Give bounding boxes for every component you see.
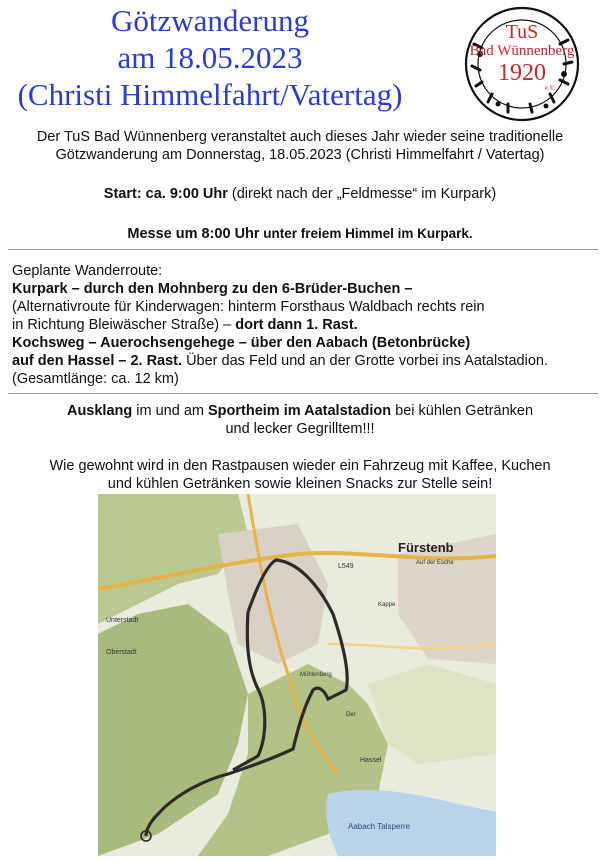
route-line-2: (Alternativroute für Kinderwagen: hinterm Forsthaus Waldbach rechts rein: [12, 299, 485, 315]
club-logo: [450, 4, 594, 124]
divider-1: [8, 249, 598, 250]
messe-note: unter freiem Himmel im Kurpark.: [259, 226, 473, 241]
ausklang-place: Sportheim im Aatalstadion: [207, 403, 392, 419]
title-line-3: (Christi Himmelfahrt/Vatertag): [17, 77, 403, 112]
logo-town: Bad Wünnenberg: [469, 43, 575, 59]
rast-paragraph: [0, 457, 600, 493]
logo-year: 1920: [498, 60, 546, 86]
route-section: [12, 262, 597, 388]
route-line-5-text: Über das Feld und an der Grotte vorbei ins Aatalstadion.: [182, 353, 548, 369]
page-title: [0, 2, 420, 113]
route-line-5-rast: auf den Hassel – 2. Rast.: [12, 353, 183, 369]
ausklang-line-2: und lecker Gegrilltem!!!: [225, 421, 375, 437]
route-line-1: Kurpark – durch den Mohnberg zu den 6-Brüder-Buchen –: [12, 281, 413, 297]
map-label-esche: Auf der Esche: [416, 560, 454, 566]
divider-2: [8, 393, 598, 394]
map-label-road: L549: [338, 563, 354, 570]
route-line-4: Kochsweg – Auerochsengehege – über den Aabach (Betonbrücke): [12, 335, 471, 351]
title-line-2: am 18.05.2023: [117, 40, 303, 75]
ausklang-text-2: bei kühlen Getränken: [391, 403, 534, 419]
route-line-3-rast: dort dann 1. Rast.: [235, 317, 358, 333]
map-label-town: Fürstenb: [398, 540, 454, 555]
intro-line-1: Der TuS Bad Wünnenberg veranstaltet auch dieses Jahr wieder seine traditionelle: [36, 129, 564, 145]
rast-line-2: und kühlen Getränken sowie kleinen Snacks zur Stelle sein!: [107, 476, 493, 492]
messe-time: Messe um 8:00 Uhr: [127, 226, 260, 242]
ausklang-text-1: im und am: [132, 403, 208, 419]
route-line-6: (Gesamtlänge: ca. 12 km): [12, 371, 179, 387]
start-time: Start: ca. 9:00 Uhr: [103, 186, 228, 202]
intro-line-2: Götzwanderung am Donnerstag, 18.05.2023 (Christi Himmelfahrt / Vatertag): [55, 147, 545, 163]
logo-name: TuS: [505, 21, 539, 43]
title-line-1: Götzwanderung: [111, 3, 309, 38]
map-label-unterstadt: Unterstadt: [106, 617, 139, 624]
route-map: [98, 494, 496, 856]
route-line-3-text: in Richtung Bleiwäscher Straße) –: [12, 317, 236, 333]
start-line: [0, 186, 600, 202]
ausklang-label: Ausklang: [66, 403, 133, 419]
map-label-der: Der: [346, 712, 356, 718]
map-label-kappe: Kappe: [378, 602, 396, 608]
map-label-oberstadt: Oberstadt: [106, 649, 137, 656]
map-label-aabach: Aabach Talsperre: [348, 822, 411, 831]
map-label-muhlenberg: Mühlenberg: [300, 672, 332, 678]
intro-paragraph: [0, 128, 600, 164]
rast-line-1: Wie gewohnt wird in den Rastpausen wieder ein Fahrzeug mit Kaffee, Kuchen: [49, 458, 551, 474]
logo-suffix: e.V.: [544, 84, 556, 92]
start-note: (direkt nach der „Feldmesse“ im Kurpark): [227, 186, 497, 202]
ausklang-paragraph: [0, 402, 600, 438]
route-heading: Geplante Wanderroute:: [12, 263, 163, 279]
map-label-hassel: Hassel: [360, 757, 382, 764]
messe-line: [0, 226, 600, 242]
